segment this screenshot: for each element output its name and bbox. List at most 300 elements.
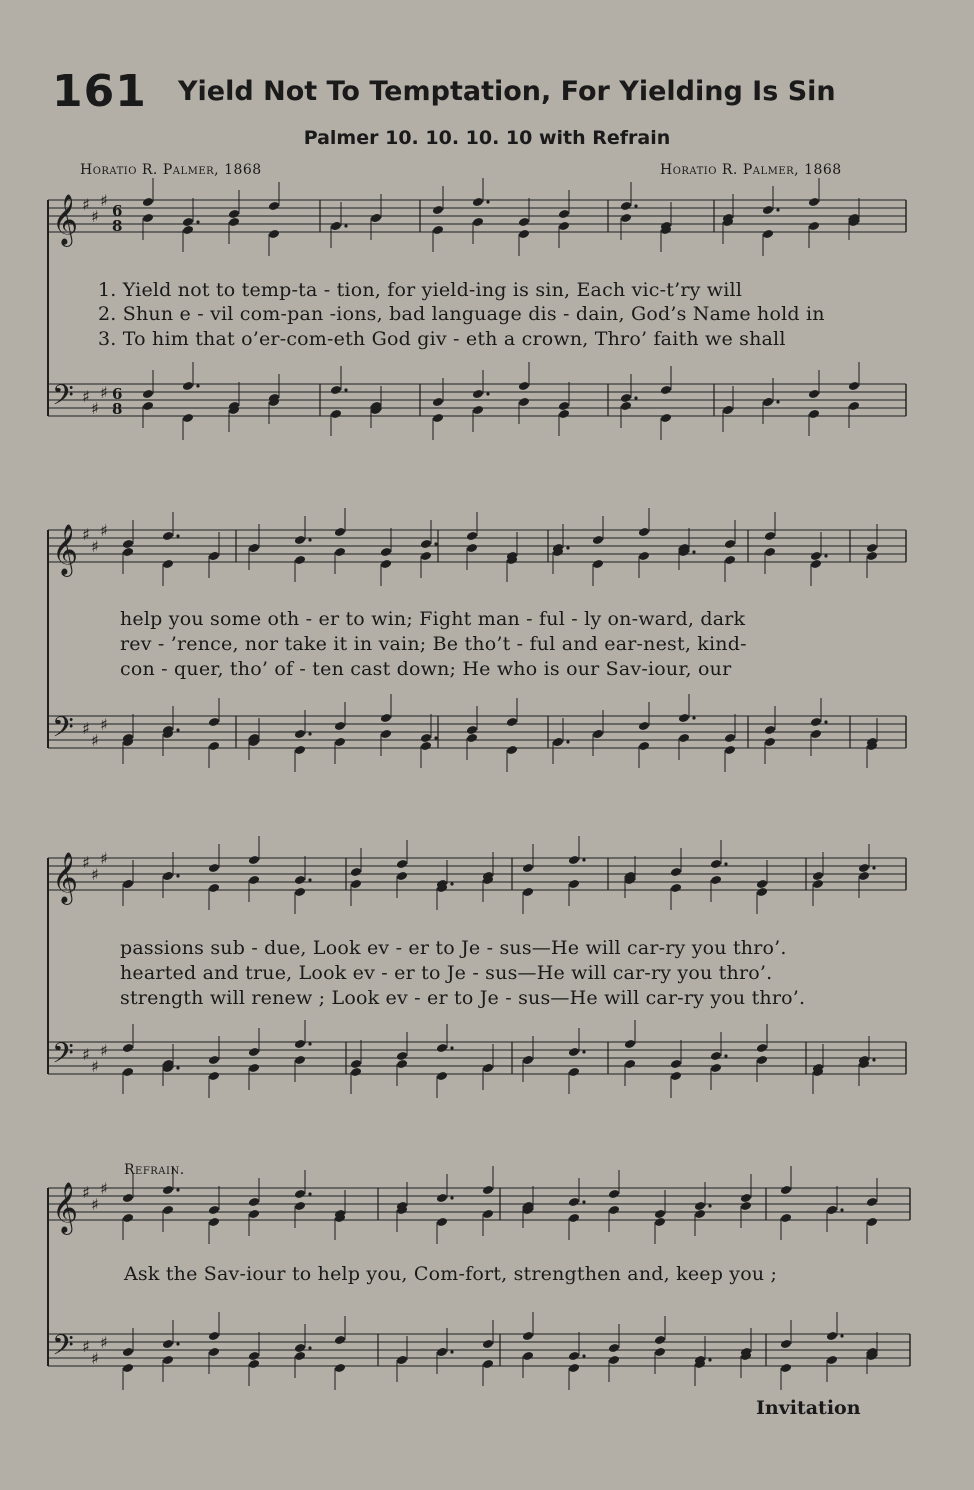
sharp-sign: ♯ [91, 1349, 99, 1368]
sharp-sign: ♯ [82, 1337, 90, 1356]
note-head [294, 745, 306, 755]
note-head [608, 1205, 620, 1215]
note-head [660, 413, 672, 423]
section-footer: Invitation [756, 1397, 861, 1419]
note-head [740, 1193, 752, 1203]
lyric-line: 3. To him that o’er-com-eth God giv - eth a crown, Thro’ faith we shall [98, 328, 786, 350]
note-head [122, 879, 134, 889]
dot [708, 1358, 711, 1361]
note-head [294, 1351, 306, 1361]
dot [450, 882, 453, 885]
note-head [826, 1331, 838, 1341]
note-head [518, 397, 530, 407]
note-head [848, 381, 860, 391]
note-head [122, 539, 134, 549]
note-head [350, 879, 362, 889]
note-head [762, 229, 774, 239]
note-head [568, 1067, 580, 1077]
note-head [518, 229, 530, 239]
note-head [522, 887, 534, 897]
note-head [482, 1185, 494, 1195]
sharp-sign: ♯ [100, 715, 108, 734]
note-head [724, 555, 736, 565]
note-head [620, 201, 632, 211]
lyric-line: Ask the Sav-iour to help you, Com-fort, strengthen and, keep you ; [124, 1263, 778, 1285]
note-head [248, 1359, 260, 1369]
note-head [294, 887, 306, 897]
dot [344, 224, 347, 227]
note-head [432, 397, 444, 407]
dot [176, 1342, 179, 1345]
note-head [334, 1363, 346, 1373]
note-head [866, 543, 878, 553]
dot [176, 1066, 179, 1069]
sharp-sign: ♯ [82, 387, 90, 406]
note-head [608, 1343, 620, 1353]
bass-clef: 𝄢 [52, 711, 74, 751]
note-head [638, 527, 650, 537]
dot [840, 1334, 843, 1337]
note-head [122, 1347, 134, 1357]
note-head [812, 879, 824, 889]
note-head [370, 213, 382, 223]
note-head [558, 221, 570, 231]
note-head [208, 1217, 220, 1227]
note-head [482, 1209, 494, 1219]
note-head [436, 1043, 448, 1053]
bass-clef: 𝄢 [52, 1329, 74, 1369]
note-head [558, 409, 570, 419]
words-credit: Horatio R. Palmer, 1868 [80, 162, 262, 178]
dot [434, 736, 437, 739]
note-head [294, 1189, 306, 1199]
sharp-sign: ♯ [82, 1183, 90, 1202]
note-head [810, 559, 822, 569]
note-head [762, 205, 774, 215]
note-head [334, 737, 346, 747]
note-head [162, 559, 174, 569]
note-head [142, 401, 154, 411]
dot [450, 1350, 453, 1353]
note-head [330, 385, 342, 395]
note-head [710, 859, 722, 869]
note-head [558, 209, 570, 219]
sharp-sign: ♯ [100, 191, 108, 210]
note-head [756, 879, 768, 889]
time-sig-top: 6 [112, 385, 123, 403]
note-head [858, 863, 870, 873]
time-sig-bottom: 8 [112, 217, 123, 235]
note-head [568, 1197, 580, 1207]
dot [582, 1050, 585, 1053]
note-head [780, 1185, 792, 1195]
note-head [182, 217, 194, 227]
dot [692, 550, 695, 553]
sharp-sign: ♯ [91, 537, 99, 556]
dot [308, 878, 311, 881]
note-head [608, 1355, 620, 1365]
note-head [764, 725, 776, 735]
note-head [678, 733, 690, 743]
note-head [724, 733, 736, 743]
note-head [624, 1039, 636, 1049]
note-head [182, 413, 194, 423]
note-head [432, 205, 444, 215]
hymn-number: 161 [52, 66, 147, 117]
note-head [670, 1059, 682, 1069]
hymn-title: Yield Not To Temptation, For Yielding Is Sin [178, 76, 836, 107]
note-head [472, 389, 484, 399]
note-head [592, 559, 604, 569]
dot [634, 204, 637, 207]
note-head [568, 879, 580, 889]
note-head [694, 1201, 706, 1211]
note-head [122, 1043, 134, 1053]
bass-clef: 𝄢 [52, 379, 74, 419]
note-head [350, 1059, 362, 1069]
note-head [810, 729, 822, 739]
note-head [620, 213, 632, 223]
tune-meter: Palmer 10. 10. 10. 10 with Refrain [303, 127, 671, 149]
note-head [522, 1055, 534, 1065]
note-head [436, 1217, 448, 1227]
note-head [866, 1217, 878, 1227]
dot [582, 858, 585, 861]
note-head [122, 1213, 134, 1223]
dot [176, 728, 179, 731]
sharp-sign: ♯ [91, 1195, 99, 1214]
sharp-sign: ♯ [100, 1179, 108, 1198]
sharp-sign: ♯ [82, 1045, 90, 1064]
dot [824, 720, 827, 723]
note-head [432, 413, 444, 423]
note-head [350, 1067, 362, 1077]
note-head [472, 197, 484, 207]
dot [344, 388, 347, 391]
note-head [420, 733, 432, 743]
note-head [122, 547, 134, 557]
sharp-sign: ♯ [100, 849, 108, 868]
note-head [866, 1197, 878, 1207]
dot [566, 740, 569, 743]
note-head [162, 531, 174, 541]
note-head [432, 225, 444, 235]
sharp-sign: ♯ [91, 731, 99, 750]
note-head [808, 409, 820, 419]
note-head [334, 721, 346, 731]
note-head [248, 875, 260, 885]
note-head [466, 733, 478, 743]
note-head [638, 741, 650, 751]
dot [450, 1046, 453, 1049]
note-head [248, 1209, 260, 1219]
note-head [558, 401, 570, 411]
sharp-sign: ♯ [82, 525, 90, 544]
note-head [518, 381, 530, 391]
dot [434, 542, 437, 545]
dot [776, 208, 779, 211]
note-head [506, 717, 518, 727]
note-head [472, 405, 484, 415]
note-head [396, 1355, 408, 1365]
note-head [660, 385, 672, 395]
lyric-line: strength will renew ; Look ev - er to Je - sus—He will car-ry you thro’. [120, 987, 806, 1009]
note-head [810, 551, 822, 561]
dot [450, 1196, 453, 1199]
note-head [122, 1193, 134, 1203]
sharp-sign: ♯ [91, 399, 99, 418]
note-head [228, 209, 240, 219]
sharp-sign: ♯ [82, 195, 90, 214]
note-head [756, 1043, 768, 1053]
music-credit: Horatio R. Palmer, 1868 [660, 162, 842, 178]
note-head [208, 863, 220, 873]
dot [872, 866, 875, 869]
note-head [208, 1205, 220, 1215]
treble-clef: 𝄞 [52, 524, 79, 575]
lyric-line: 1. Yield not to temp-ta - tion, for yield-ing is sin, Each vic-t’ry will [98, 279, 743, 301]
note-head [756, 887, 768, 897]
note-head [780, 1339, 792, 1349]
note-head [142, 197, 154, 207]
note-head [620, 393, 632, 403]
note-head [334, 527, 346, 537]
note-head [568, 1351, 580, 1361]
note-head [764, 531, 776, 541]
note-head [694, 1209, 706, 1219]
note-head [208, 741, 220, 751]
note-head [162, 1185, 174, 1195]
note-head [522, 1331, 534, 1341]
note-head [208, 1055, 220, 1065]
dot [776, 400, 779, 403]
note-head [122, 1363, 134, 1373]
note-head [678, 713, 690, 723]
note-head [812, 871, 824, 881]
note-head [866, 551, 878, 561]
sharp-sign: ♯ [91, 865, 99, 884]
note-head [396, 1059, 408, 1069]
note-head [248, 1063, 260, 1073]
note-head [436, 1071, 448, 1081]
note-head [380, 713, 392, 723]
note-head [248, 543, 260, 553]
note-head [762, 397, 774, 407]
note-head [638, 721, 650, 731]
note-head [294, 1039, 306, 1049]
treble-clef: 𝄞 [52, 194, 79, 245]
note-head [142, 389, 154, 399]
note-head [624, 1059, 636, 1069]
dot [196, 220, 199, 223]
note-head [268, 229, 280, 239]
refrain-label: Refrain. [124, 1162, 185, 1178]
note-head [208, 883, 220, 893]
note-head [350, 867, 362, 877]
sharp-sign: ♯ [82, 719, 90, 738]
dot [308, 732, 311, 735]
treble-clef: 𝄞 [52, 1182, 79, 1233]
sharp-sign: ♯ [100, 1041, 108, 1060]
dot [308, 1042, 311, 1045]
note-head [294, 535, 306, 545]
note-head [568, 1047, 580, 1057]
note-head [334, 1335, 346, 1345]
note-head [334, 547, 346, 557]
note-head [608, 1189, 620, 1199]
note-head [670, 883, 682, 893]
sharp-sign: ♯ [100, 521, 108, 540]
note-head [228, 217, 240, 227]
note-head [670, 867, 682, 877]
note-head [592, 729, 604, 739]
note-head [420, 741, 432, 751]
note-head [268, 201, 280, 211]
note-head [162, 1355, 174, 1365]
note-head [294, 555, 306, 565]
lyric-line: 2. Shun e - vil com-pan -ions, bad language dis - dain, God’s Name hold in [98, 303, 825, 325]
dot [308, 538, 311, 541]
lyric-line: help you some oth - er to win; Fight man - ful - ly on-ward, dark [120, 608, 746, 630]
note-head [208, 1347, 220, 1357]
note-head [330, 409, 342, 419]
note-head [518, 217, 530, 227]
note-head [764, 547, 776, 557]
note-head [142, 213, 154, 223]
note-head [330, 221, 342, 231]
note-head [654, 1347, 666, 1357]
note-head [208, 1071, 220, 1081]
dot [708, 1204, 711, 1207]
dot [566, 546, 569, 549]
note-head [710, 1063, 722, 1073]
note-head [294, 1343, 306, 1353]
sharp-sign: ♯ [91, 207, 99, 226]
dot [724, 862, 727, 865]
note-head [670, 1071, 682, 1081]
bass-clef: 𝄢 [52, 1037, 74, 1077]
dot [486, 392, 489, 395]
note-head [162, 1205, 174, 1215]
bass-time-signature [112, 387, 122, 417]
note-head [654, 1209, 666, 1219]
note-head [740, 1201, 752, 1211]
note-head [826, 1205, 838, 1215]
sharp-sign: ♯ [91, 1057, 99, 1076]
note-head [248, 1197, 260, 1207]
note-head [568, 855, 580, 865]
note-head [654, 1335, 666, 1345]
note-head [294, 1201, 306, 1211]
note-head [396, 859, 408, 869]
note-head [522, 863, 534, 873]
note-head [248, 855, 260, 865]
time-sig-bottom: 8 [112, 400, 123, 418]
sharp-sign: ♯ [100, 383, 108, 402]
note-head [482, 1063, 494, 1073]
note-head [420, 539, 432, 549]
note-head [724, 539, 736, 549]
note-head [654, 1217, 666, 1227]
note-head [248, 1351, 260, 1361]
note-head [380, 729, 392, 739]
note-head [620, 401, 632, 411]
note-head [248, 1047, 260, 1057]
note-head [436, 1347, 448, 1357]
note-head [396, 1051, 408, 1061]
dot [582, 1200, 585, 1203]
lyric-line: passions sub - due, Look ev - er to Je - sus—He will car-ry you thro’. [120, 937, 787, 959]
note-head [764, 737, 776, 747]
note-head [436, 1193, 448, 1203]
lyric-line: hearted and true, Look ev - er to Je - sus—He will car-ry you thro’. [120, 962, 773, 984]
lyric-line: rev - ’rence, nor take it in vain; Be tho’t - ful and ear-nest, kind- [120, 633, 747, 655]
dot [176, 874, 179, 877]
sharp-sign: ♯ [82, 853, 90, 872]
note-head [122, 1067, 134, 1077]
note-head [522, 1351, 534, 1361]
note-head [294, 875, 306, 885]
dot [840, 1208, 843, 1211]
dot [176, 1188, 179, 1191]
note-head [466, 543, 478, 553]
note-head [182, 225, 194, 235]
note-head [162, 871, 174, 881]
note-head [162, 1339, 174, 1349]
note-head [780, 1363, 792, 1373]
note-head [568, 1363, 580, 1373]
dot [692, 716, 695, 719]
treble-clef: 𝄞 [52, 852, 79, 903]
dot [824, 554, 827, 557]
note-head [380, 559, 392, 569]
note-head [420, 551, 432, 561]
note-head [552, 737, 564, 747]
note-head [638, 551, 650, 561]
note-head [808, 197, 820, 207]
note-head [724, 745, 736, 755]
note-head [808, 221, 820, 231]
note-head [756, 1055, 768, 1065]
dot [308, 1192, 311, 1195]
note-head [396, 871, 408, 881]
note-head [294, 1055, 306, 1065]
time-sig-top: 6 [112, 202, 123, 220]
dot [872, 1058, 875, 1061]
dot [582, 1354, 585, 1357]
dot [724, 1054, 727, 1057]
note-head [472, 217, 484, 227]
dot [634, 396, 637, 399]
note-head [722, 405, 734, 415]
note-head [482, 1359, 494, 1369]
note-head [710, 1051, 722, 1061]
note-head [858, 871, 870, 881]
note-head [208, 551, 220, 561]
note-head [810, 717, 822, 727]
note-head [592, 535, 604, 545]
note-head [780, 1213, 792, 1223]
sharp-sign: ♯ [100, 1333, 108, 1352]
note-head [848, 401, 860, 411]
note-head [208, 1331, 220, 1341]
note-head [826, 1355, 838, 1365]
dot [308, 1346, 311, 1349]
note-head [466, 531, 478, 541]
dot [196, 384, 199, 387]
note-head [466, 725, 478, 735]
treble-time-signature [112, 204, 122, 234]
